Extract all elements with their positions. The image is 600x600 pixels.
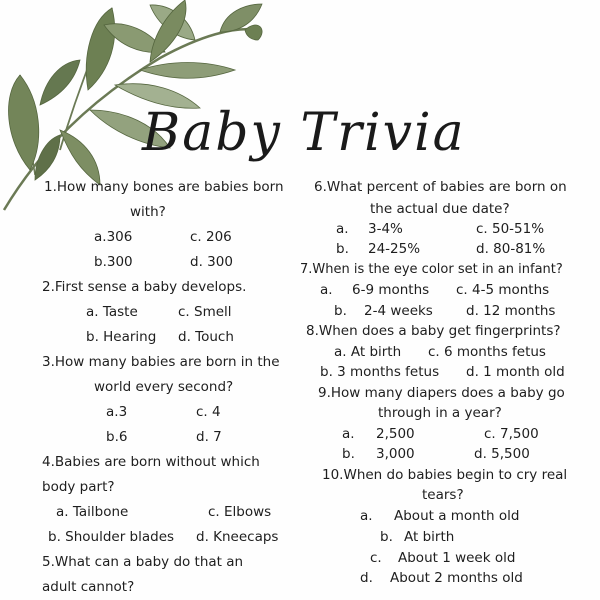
q9-option-c: c. 7,500	[484, 426, 539, 442]
q3-option-a: a.3	[106, 404, 128, 420]
q10-option-c-letter: c.	[370, 550, 382, 566]
question-7: 7.When is the eye color set in an infant?	[300, 262, 563, 277]
q4-option-d: d. Kneecaps	[196, 529, 279, 545]
q10-option-c: About 1 week old	[398, 550, 516, 566]
q6-option-b-letter: b.	[336, 241, 349, 257]
q10-option-a: About a month old	[394, 508, 520, 524]
q7-option-b-letter: b.	[334, 303, 347, 319]
question-9-line2: through in a year?	[378, 405, 502, 421]
q2-option-c: c. Smell	[178, 304, 232, 320]
q6-option-b: 24-25%	[368, 241, 421, 257]
q1-option-d: d. 300	[190, 254, 233, 270]
question-2: 2.First sense a baby develops.	[42, 279, 247, 295]
q1-option-c: c. 206	[190, 229, 232, 245]
q4-option-b: b. Shoulder blades	[48, 529, 175, 545]
page-title	[138, 92, 478, 172]
question-5: 5.What can a baby do that an	[42, 554, 244, 570]
question-1: 1.How many bones are babies born	[44, 179, 284, 195]
q6-option-a: 3-4%	[368, 221, 403, 237]
q4-option-a: a. Tailbone	[56, 504, 129, 520]
q8-option-a: a. At birth	[334, 344, 402, 360]
q9-option-d: d. 5,500	[474, 446, 530, 462]
q10-option-d: About 2 months old	[390, 570, 523, 586]
q2-option-b: b. Hearing	[86, 329, 157, 345]
question-5-line2: adult cannot?	[42, 579, 135, 595]
q9-option-b-letter: b.	[342, 446, 355, 462]
q3-option-b: b.6	[106, 429, 128, 445]
q7-option-b: 2-4 weeks	[364, 303, 433, 319]
q10-option-b: At birth	[404, 529, 455, 545]
question-4: 4.Babies are born without which	[42, 454, 260, 470]
q6-option-c: c. 50-51%	[476, 221, 545, 237]
q2-option-d: d. Touch	[178, 329, 234, 345]
q3-option-c: c. 4	[196, 404, 221, 420]
q8-option-c: c. 6 months fetus	[428, 344, 546, 360]
question-10-line2: tears?	[422, 487, 464, 503]
question-3: 3.How many babies are born in the	[42, 354, 280, 370]
q1-option-b: b.300	[94, 254, 133, 270]
q9-option-b: 3,000	[376, 446, 415, 462]
q3-option-d: d. 7	[196, 429, 222, 445]
q7-option-d: d. 12 months	[466, 303, 556, 319]
q6-option-a-letter: a.	[336, 221, 349, 237]
q1-option-a: a.306	[94, 229, 133, 245]
q7-option-a-letter: a.	[320, 282, 333, 298]
q10-option-a-letter: a.	[360, 508, 373, 524]
question-9: 9.How many diapers does a baby go	[318, 385, 565, 401]
q7-option-c: c. 4-5 months	[456, 282, 550, 298]
q8-option-d: d. 1 month old	[466, 364, 565, 380]
q6-option-d: d. 80-81%	[476, 241, 546, 257]
question-8: 8.When does a baby get fingerprints?	[306, 323, 561, 339]
question-4-line2: body part?	[42, 479, 115, 495]
question-6: 6.What percent of babies are born on	[314, 179, 567, 195]
svg-text:Baby Trivia: Baby Trivia	[142, 103, 466, 163]
question-6-line2: the actual due date?	[370, 201, 510, 217]
question-10: 10.When do babies begin to cry real	[322, 467, 568, 483]
q7-option-a: 6-9 months	[352, 282, 430, 298]
q9-option-a-letter: a.	[342, 426, 355, 442]
question-1-line2: with?	[130, 204, 166, 220]
question-3-line2: world every second?	[94, 379, 234, 395]
q9-option-a: 2,500	[376, 426, 415, 442]
q4-option-c: c. Elbows	[208, 504, 272, 520]
q10-option-d-letter: d.	[360, 570, 373, 586]
q2-option-a: a. Taste	[86, 304, 138, 320]
q8-option-b: b. 3 months fetus	[320, 364, 440, 380]
q10-option-b-letter: b.	[380, 529, 393, 545]
